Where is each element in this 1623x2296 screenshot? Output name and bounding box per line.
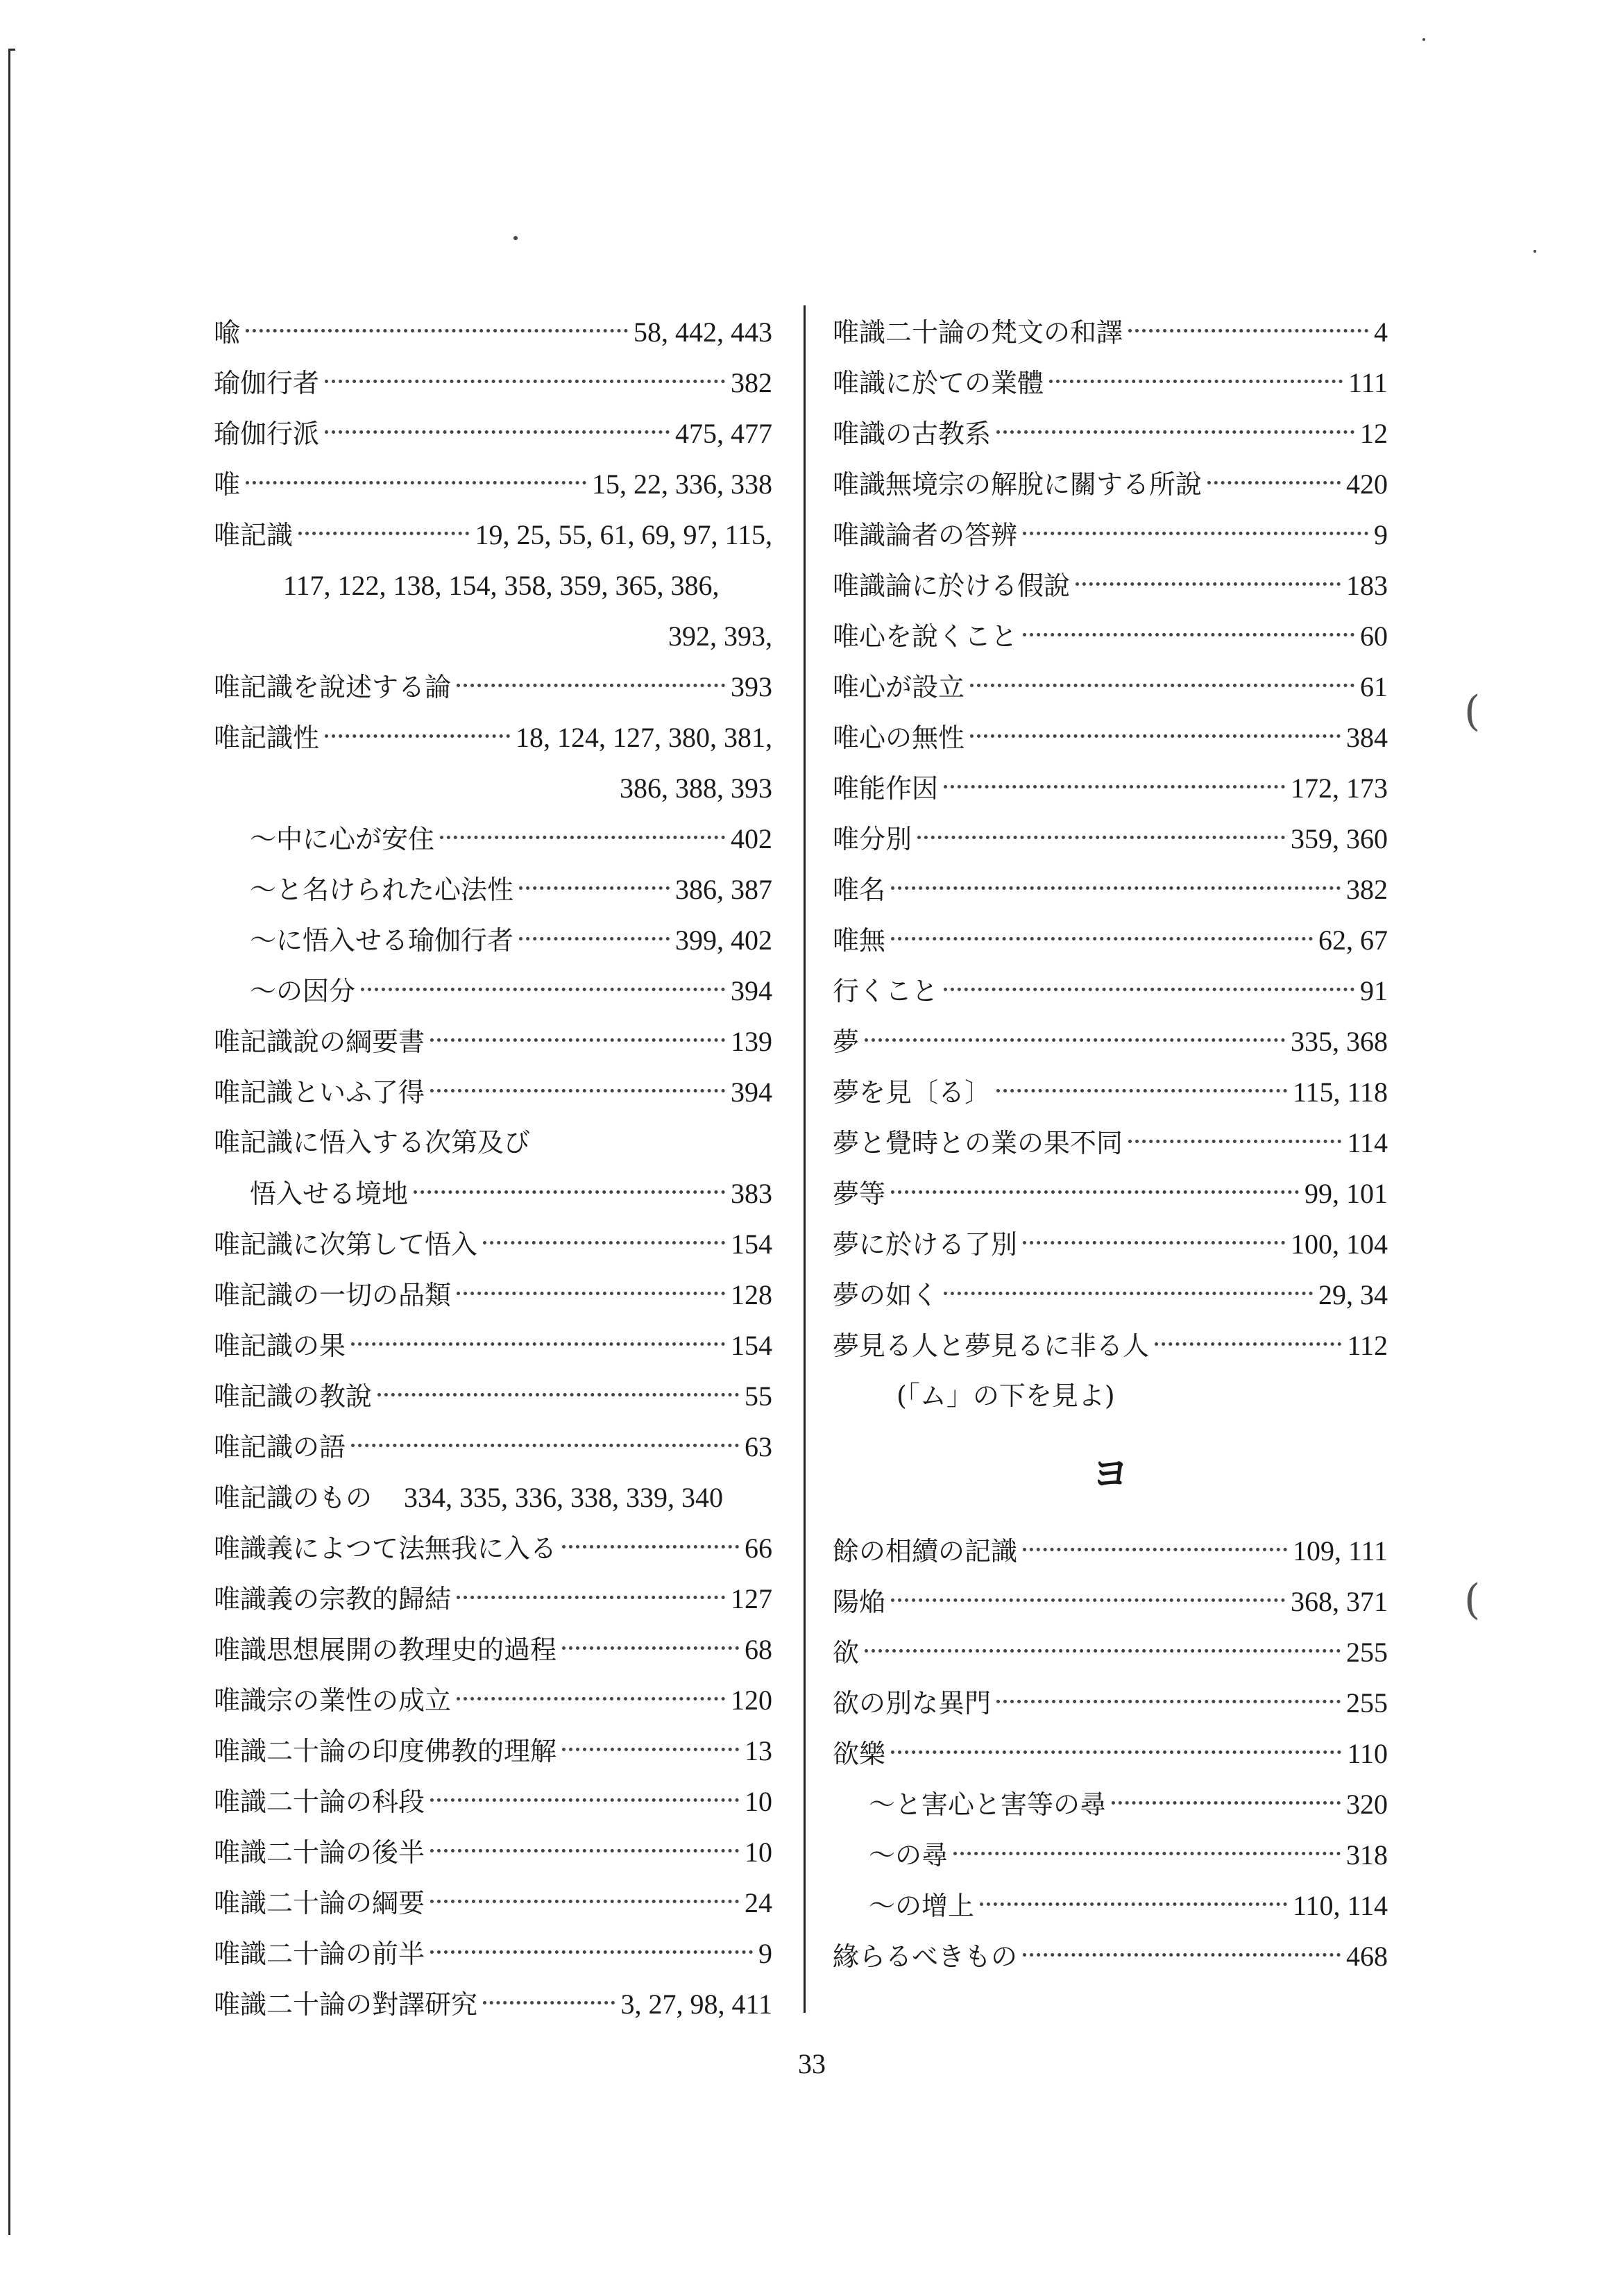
index-term: 〜の增上: [869, 1891, 975, 1921]
leader-dots: [298, 532, 469, 535]
leader-dots: [891, 1750, 1341, 1754]
page-references: 66: [745, 1533, 772, 1564]
leader-dots: [1049, 380, 1343, 383]
leader-dots: [430, 1849, 739, 1852]
leader-dots: [996, 430, 1354, 434]
index-entry: [214, 1320, 772, 1371]
leader-dots: [351, 1444, 739, 1447]
section-heading: ヨ: [1091, 1451, 1129, 1496]
leader-dots: [430, 1900, 739, 1903]
leader-dots: [953, 1852, 1341, 1855]
index-term: 唯識二十論の印度佛教的理解: [214, 1736, 557, 1766]
index-entry: [833, 560, 1388, 611]
scan-speck: [513, 236, 518, 240]
leader-dots: [944, 988, 1354, 991]
index-entry: [214, 864, 772, 915]
leader-dots: [970, 734, 1341, 738]
leader-dots: [430, 1798, 739, 1802]
page-references: 255: [1346, 1637, 1388, 1668]
page-references: 335, 368: [1291, 1026, 1388, 1057]
index-term: 唯記識の果: [214, 1331, 346, 1361]
index-term: 悟入せる境地: [250, 1179, 409, 1209]
page-references: 334, 335, 336, 338, 339, 340: [404, 1482, 724, 1513]
index-entry: [833, 1576, 1388, 1627]
index-term: 唯記識を說述する論: [214, 672, 452, 702]
index-entry: [214, 408, 772, 459]
page-references: 368, 371: [1291, 1586, 1388, 1617]
index-entry: [214, 459, 772, 509]
index-term: 夢と覺時との業の果不同: [833, 1128, 1123, 1158]
leader-dots: [483, 2001, 615, 2004]
page-references: 18, 124, 127, 380, 381,: [516, 722, 772, 753]
page-references: 399, 402: [675, 925, 772, 956]
index-entry: [214, 1067, 772, 1117]
page-references: 154: [731, 1229, 772, 1260]
page-references: 112: [1347, 1330, 1388, 1361]
index-entry: [214, 1117, 772, 1168]
page-references: 139: [731, 1026, 772, 1057]
index-term: 唯記識に次第して悟入: [214, 1229, 478, 1260]
leader-dots: [325, 734, 510, 738]
index-term: 〜に悟入せる瑜伽行者: [250, 925, 514, 956]
leader-dots: [414, 1190, 725, 1194]
index-term: 唯心が設立: [833, 672, 965, 702]
page-references: 55: [745, 1381, 772, 1412]
leader-dots: [1023, 532, 1368, 535]
page-references: 475, 477: [675, 418, 772, 449]
page-references: 183: [1346, 570, 1388, 601]
leader-dots: [996, 1089, 1287, 1092]
leader-dots: [519, 937, 670, 940]
index-term: 緣らるべきもの: [833, 1941, 1018, 1972]
index-entry: [214, 1269, 772, 1320]
index-entry: [214, 611, 772, 661]
index-entry: [833, 813, 1388, 864]
index-entry: [833, 1219, 1388, 1269]
index-term: 唯識論者の答辨: [833, 520, 1018, 550]
page-references: 318: [1346, 1839, 1388, 1871]
index-entry: [214, 661, 772, 712]
leader-dots: [917, 836, 1285, 839]
leader-dots: [1023, 633, 1354, 636]
index-term: 〜の尋: [869, 1840, 949, 1871]
index-entry: [833, 1830, 1388, 1880]
leader-dots: [377, 1393, 739, 1396]
page-references: 110, 114: [1292, 1890, 1388, 1921]
page-references: 109, 111: [1292, 1535, 1388, 1567]
leader-dots: [430, 1950, 753, 1954]
page-references: 58, 442, 443: [634, 316, 772, 348]
index-entry: [833, 965, 1388, 1016]
page-references: 100, 104: [1291, 1229, 1388, 1260]
page-references: 110: [1347, 1738, 1388, 1769]
page-references: 9: [1374, 519, 1388, 550]
index-entry: [214, 307, 772, 357]
leader-dots: [980, 1902, 1287, 1906]
index-term: 唯識二十論の科段: [214, 1787, 425, 1817]
leader-dots: [325, 380, 725, 383]
leader-dots: [457, 1292, 725, 1295]
leader-dots: [562, 1646, 739, 1650]
index-term: 唯記識說の綱要書: [214, 1027, 425, 1057]
leader-dots: [562, 1545, 739, 1548]
index-term: 唯分別: [833, 824, 912, 854]
leader-dots: [1023, 1953, 1341, 1957]
page-references: 24: [745, 1887, 772, 1918]
index-term: 唯識二十論の綱要: [214, 1888, 425, 1918]
page-references: 394: [731, 975, 772, 1006]
leader-dots: [519, 886, 670, 890]
index-entry: [214, 1472, 772, 1523]
index-term: 唯無: [833, 925, 886, 956]
index-term: (「ム」の下を見よ): [897, 1381, 1115, 1411]
leader-dots: [246, 329, 628, 332]
leader-dots: [1128, 1140, 1341, 1143]
index-term: 夢の如く: [833, 1280, 939, 1310]
index-entry: [833, 915, 1388, 965]
index-term: 行くこと: [833, 976, 939, 1006]
index-entry: [833, 1371, 1388, 1421]
leader-dots: [1023, 1548, 1287, 1551]
page-references: 384: [1346, 722, 1388, 753]
index-term: 唯記識の一切の品類: [214, 1280, 452, 1310]
index-entry: [214, 915, 772, 965]
index-entry: [833, 408, 1388, 459]
leader-dots: [891, 937, 1313, 940]
page-references: 115, 118: [1292, 1077, 1388, 1108]
leader-dots: [865, 1038, 1285, 1042]
scan-speck: [1422, 38, 1425, 41]
leader-dots: [1112, 1801, 1341, 1805]
index-entry: [833, 1880, 1388, 1931]
index-entry: [833, 1526, 1388, 1576]
page-references: 320: [1346, 1789, 1388, 1820]
page-references: 120: [731, 1685, 772, 1716]
leader-dots: [361, 988, 725, 991]
index-term: 唯識二十論の前半: [214, 1939, 425, 1969]
leader-dots: [457, 684, 725, 687]
index-term: 夢に於ける了別: [833, 1229, 1018, 1260]
index-entry: [214, 1624, 772, 1675]
index-term: 唯識無境宗の解脫に關する所說: [833, 469, 1203, 500]
index-term: 唯識に於ての業體: [833, 368, 1044, 398]
leader-dots: [891, 1190, 1299, 1194]
index-term: 唯識二十論の後半: [214, 1837, 425, 1868]
leader-dots: [1128, 329, 1368, 332]
index-entry: [214, 1168, 772, 1219]
leader-dots: [351, 1342, 725, 1346]
index-entry: [214, 1371, 772, 1421]
page-references: 392, 393,: [668, 621, 772, 652]
leader-dots: [562, 1748, 739, 1751]
index-term: 唯識の古教系: [833, 419, 992, 449]
index-entry: [214, 965, 772, 1016]
leader-dots: [970, 684, 1354, 687]
page-references: 127: [731, 1583, 772, 1614]
index-entry: [833, 1269, 1388, 1320]
margin-mark: (: [1464, 1576, 1481, 1624]
index-entry: [214, 1725, 772, 1776]
leader-dots: [891, 1598, 1285, 1602]
index-term: 〜と名けられた心法性: [250, 875, 514, 905]
index-column-left: [214, 307, 772, 2029]
index-term: 夢等: [833, 1179, 886, 1209]
index-entry: [833, 509, 1388, 560]
index-term: 唯識義の宗教的歸結: [214, 1584, 452, 1614]
leader-dots: [430, 1038, 725, 1042]
leader-dots: [457, 1596, 725, 1599]
page-references: 382: [1346, 874, 1388, 905]
index-entry: [833, 307, 1388, 357]
index-entry: [833, 763, 1388, 813]
index-term: 唯記識に悟入する次第及び: [214, 1127, 531, 1158]
index-entry: [833, 1779, 1388, 1830]
index-term: 唯識宗の業性の成立: [214, 1685, 452, 1716]
index-column-right: [833, 307, 1388, 1982]
index-entry: [214, 1016, 772, 1067]
index-term: 〜の因分: [250, 976, 356, 1006]
page-references: 154: [731, 1330, 772, 1361]
page-references: 4: [1374, 316, 1388, 348]
index-term: 〜と害心と害等の尋: [869, 1789, 1107, 1820]
leader-dots: [457, 1697, 725, 1700]
index-term: 唯記識: [214, 520, 294, 550]
index-entry: [214, 712, 772, 763]
leader-dots: [1076, 582, 1341, 586]
index-term: 唯記識の語: [214, 1432, 346, 1462]
page-references: 19, 25, 55, 61, 69, 97, 115,: [475, 519, 772, 550]
index-term: 唯記識のもの: [214, 1483, 373, 1513]
page-references: 255: [1346, 1687, 1388, 1719]
index-entry: [214, 509, 772, 560]
leader-dots: [246, 481, 586, 484]
index-term: 唯識義によつて法無我に入る: [214, 1533, 557, 1564]
leader-dots: [483, 1241, 725, 1244]
index-entry: [833, 1728, 1388, 1779]
index-entry: [214, 763, 772, 813]
page-number: 33: [798, 2048, 826, 2079]
index-entry: [214, 1573, 772, 1624]
index-term: 唯能作因: [833, 773, 939, 804]
index-term: 欲樂: [833, 1739, 886, 1769]
leader-dots: [1155, 1342, 1341, 1346]
index-entry: [214, 1877, 772, 1928]
page-references: 383: [731, 1178, 772, 1209]
page-references: 3, 27, 98, 411: [620, 1989, 772, 2020]
scan-speck: [1533, 250, 1536, 253]
page-references: 393: [731, 671, 772, 702]
index-entry: [833, 1117, 1388, 1168]
page-references: 29, 34: [1318, 1279, 1388, 1310]
index-term: 唯識二十論の梵文の和譯: [833, 317, 1123, 348]
page-references: 99, 101: [1305, 1178, 1388, 1209]
page-references: 128: [731, 1279, 772, 1310]
index-entry: [214, 1421, 772, 1472]
index-entry: [214, 1827, 772, 1877]
page-references: 386, 387: [675, 874, 772, 905]
leader-dots: [325, 430, 670, 434]
index-entry: [833, 459, 1388, 509]
index-entry: [833, 1678, 1388, 1728]
index-term: 唯記識といふ了得: [214, 1077, 425, 1108]
leader-dots: [944, 785, 1285, 788]
leader-dots: [944, 1292, 1313, 1295]
index-entry: [833, 1931, 1388, 1982]
index-entry: [214, 1776, 772, 1827]
index-entry: [214, 1675, 772, 1725]
index-term: 瑜伽行者: [214, 368, 320, 398]
page-references: 468: [1346, 1941, 1388, 1972]
index-entry: [833, 1067, 1388, 1117]
leader-dots: [1023, 1241, 1285, 1244]
index-term: 唯名: [833, 875, 886, 905]
page-references: 111: [1348, 367, 1388, 398]
page-references: 172, 173: [1291, 773, 1388, 804]
index-entry: [214, 1979, 772, 2029]
leader-dots: [1207, 481, 1341, 484]
index-term: 餘の相續の記識: [833, 1536, 1018, 1567]
index-entry: [833, 864, 1388, 915]
page-references: 91: [1360, 975, 1388, 1006]
index-entry: [833, 1627, 1388, 1678]
index-term: 欲の別な異門: [833, 1688, 992, 1719]
index-entry: [833, 712, 1388, 763]
page-references: 61: [1360, 671, 1388, 702]
index-term: 喩: [214, 317, 241, 348]
page-references: 10: [745, 1786, 772, 1817]
index-entry: [214, 1523, 772, 1573]
page-references: 117, 122, 138, 154, 358, 359, 365, 386,: [283, 570, 720, 601]
leader-dots: [440, 836, 725, 839]
index-term: 唯心を說くこと: [833, 621, 1018, 652]
page-edge-line: [8, 49, 10, 2235]
index-entry: [833, 1016, 1388, 1067]
page-references: 68: [745, 1634, 772, 1665]
page-references: 114: [1347, 1127, 1388, 1158]
page-references: 13: [745, 1735, 772, 1766]
margin-mark: (: [1464, 687, 1481, 736]
leader-dots: [891, 886, 1341, 890]
page-references: 9: [758, 1938, 772, 1969]
page-edge-corner: [8, 49, 15, 51]
index-term: 唯: [214, 469, 241, 500]
index-entry: [214, 1928, 772, 1979]
index-entry: [833, 611, 1388, 661]
index-term: 唯識二十論の對譯研究: [214, 1989, 478, 2020]
page-references: 359, 360: [1291, 823, 1388, 854]
page-references: 63: [745, 1431, 772, 1462]
page-references: 62, 67: [1318, 925, 1388, 956]
column-divider: [804, 305, 806, 2013]
index-term: 夢見る人と夢見るに非る人: [833, 1331, 1150, 1361]
leader-dots: [430, 1089, 725, 1092]
index-entry: [833, 357, 1388, 408]
page-references: 402: [731, 823, 772, 854]
leader-dots: [996, 1700, 1341, 1703]
page-references: 382: [731, 367, 772, 398]
index-entry: [214, 813, 772, 864]
index-entry: [214, 357, 772, 408]
index-entry: [214, 1219, 772, 1269]
page-references: 12: [1360, 418, 1388, 449]
page-references: 420: [1346, 469, 1388, 500]
index-entry: [214, 560, 772, 611]
index-entry: [833, 1168, 1388, 1219]
index-entry: [833, 661, 1388, 712]
index-term: 夢: [833, 1027, 860, 1057]
index-term: 唯記識の教說: [214, 1381, 373, 1412]
leader-dots: [865, 1649, 1341, 1653]
page-references: 386, 388, 393: [620, 773, 772, 804]
page-references: 15, 22, 336, 338: [592, 469, 772, 500]
index-term: 陽焔: [833, 1587, 886, 1617]
page-references: 60: [1360, 621, 1388, 652]
index-term: 〜中に心が安住: [250, 824, 435, 854]
index-term: 唯識論に於ける假說: [833, 571, 1071, 601]
index-term: 唯記識性: [214, 723, 320, 753]
index-entry: [833, 1320, 1388, 1371]
index-term: 唯心の無性: [833, 723, 965, 753]
index-term: 欲: [833, 1637, 860, 1668]
index-term: 唯識思想展開の教理史的過程: [214, 1635, 557, 1665]
index-term: 瑜伽行派: [214, 419, 320, 449]
index-term: 夢を見〔る〕: [833, 1077, 992, 1108]
page-references: 10: [745, 1837, 772, 1868]
page-references: 394: [731, 1077, 772, 1108]
